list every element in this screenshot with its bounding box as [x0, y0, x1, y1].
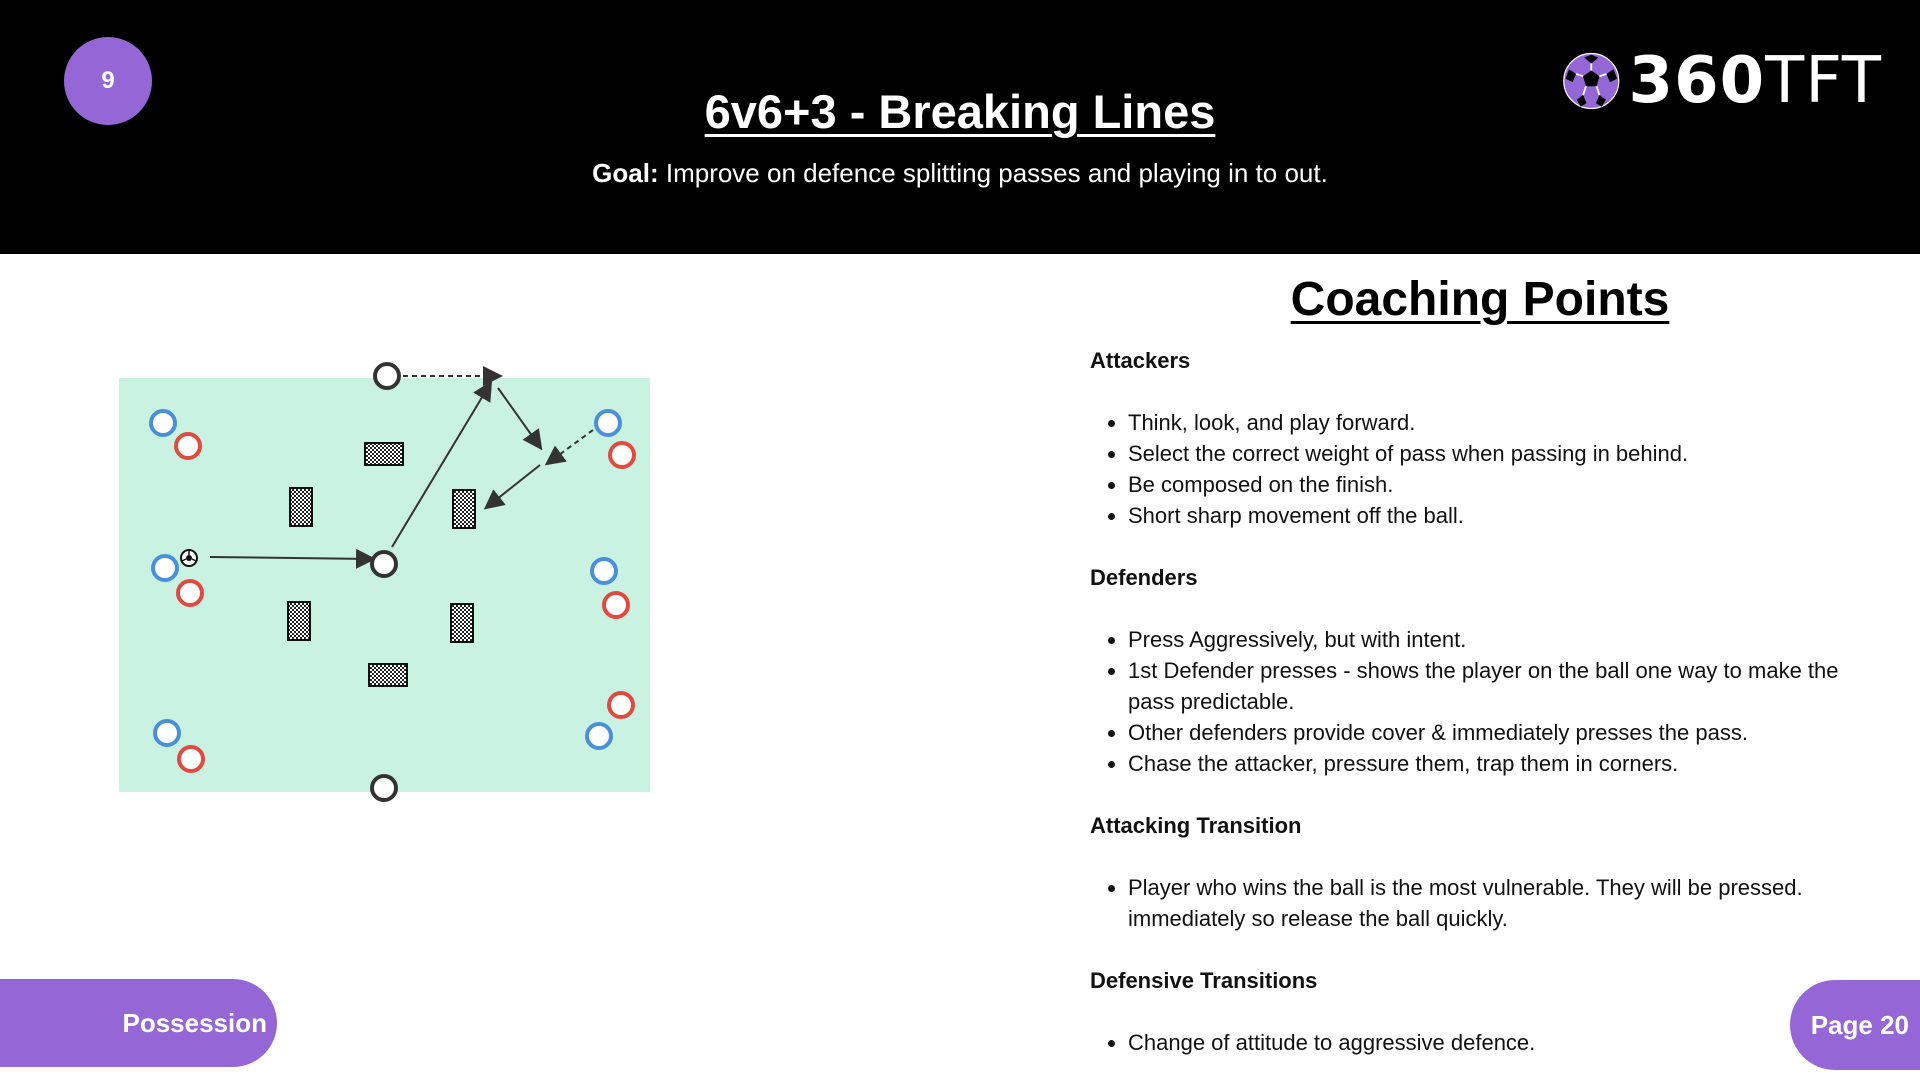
bullet-list	[1090, 624, 1890, 779]
list-item: • Press Aggressively, but with intent.	[1128, 624, 1890, 655]
brand-wordmark: 360TFT	[1628, 44, 1882, 118]
session-number-badge: 9	[64, 37, 152, 125]
section-heading: Defensive Transitions	[1090, 968, 1318, 993]
blue-player	[151, 411, 175, 435]
category-tab: Possession	[0, 979, 277, 1067]
red-player	[179, 747, 203, 771]
bullet-list	[1090, 1027, 1890, 1058]
goal-line	[0, 158, 1920, 189]
blue-player	[596, 411, 620, 435]
red-player	[610, 443, 634, 467]
neutral-player	[372, 776, 396, 800]
mini-goal	[453, 490, 475, 528]
mini-goal	[288, 602, 310, 640]
blue-player	[587, 724, 611, 748]
list-item: • Change of attitude to aggressive defence.	[1128, 1027, 1890, 1058]
brand-logo	[1562, 36, 1882, 126]
red-player	[604, 593, 628, 617]
goal-text: Improve on defence splitting passes and playing in to out.	[658, 158, 1328, 188]
list-item: • Other defenders provide cover & immediately presses the pass.	[1128, 717, 1890, 748]
list-item: • Player who wins the ball is the most vulnerable. They will be pressed. immediately so release the ball quickly.	[1128, 872, 1890, 934]
coaching-points	[1090, 345, 1890, 1089]
list-item: • Think, look, and play forward.	[1128, 407, 1890, 438]
goal-label: Goal:	[592, 158, 659, 188]
soccer-ball-icon	[1562, 37, 1621, 125]
bullet-list	[1090, 407, 1890, 531]
red-player	[609, 693, 633, 717]
section-heading: Attacking Transition	[1090, 813, 1302, 838]
ball-icon	[181, 550, 197, 566]
list-item: • Be composed on the finish.	[1128, 469, 1890, 500]
page-title: 6v6+3 - Breaking Lines	[704, 85, 1216, 138]
red-player	[176, 434, 200, 458]
neutral-player	[375, 364, 399, 388]
drill-diagram	[110, 355, 670, 805]
list-item: • 1st Defender presses - shows the player on the ball one way to make the pass predictable.	[1128, 655, 1890, 717]
blue-player	[153, 556, 177, 580]
page-number: Page 20	[1790, 980, 1920, 1070]
mini-goal	[290, 488, 312, 526]
mini-goal	[365, 443, 403, 465]
section-heading: Attackers	[1090, 348, 1191, 373]
coaching-points-title: Coaching Points	[1290, 273, 1670, 326]
neutral-player	[372, 552, 396, 576]
header-bar	[0, 0, 1920, 254]
blue-player	[592, 559, 616, 583]
blue-player	[155, 721, 179, 745]
red-player	[178, 581, 202, 605]
section-heading: Defenders	[1090, 565, 1198, 590]
list-item: • Chase the attacker, pressure them, trap them in corners.	[1128, 748, 1890, 779]
mini-goal	[369, 664, 407, 686]
list-item: • Short sharp movement off the ball.	[1128, 500, 1890, 531]
list-item: • Select the correct weight of pass when passing in behind.	[1128, 438, 1890, 469]
mini-goal	[451, 604, 473, 642]
bullet-list	[1090, 872, 1890, 934]
